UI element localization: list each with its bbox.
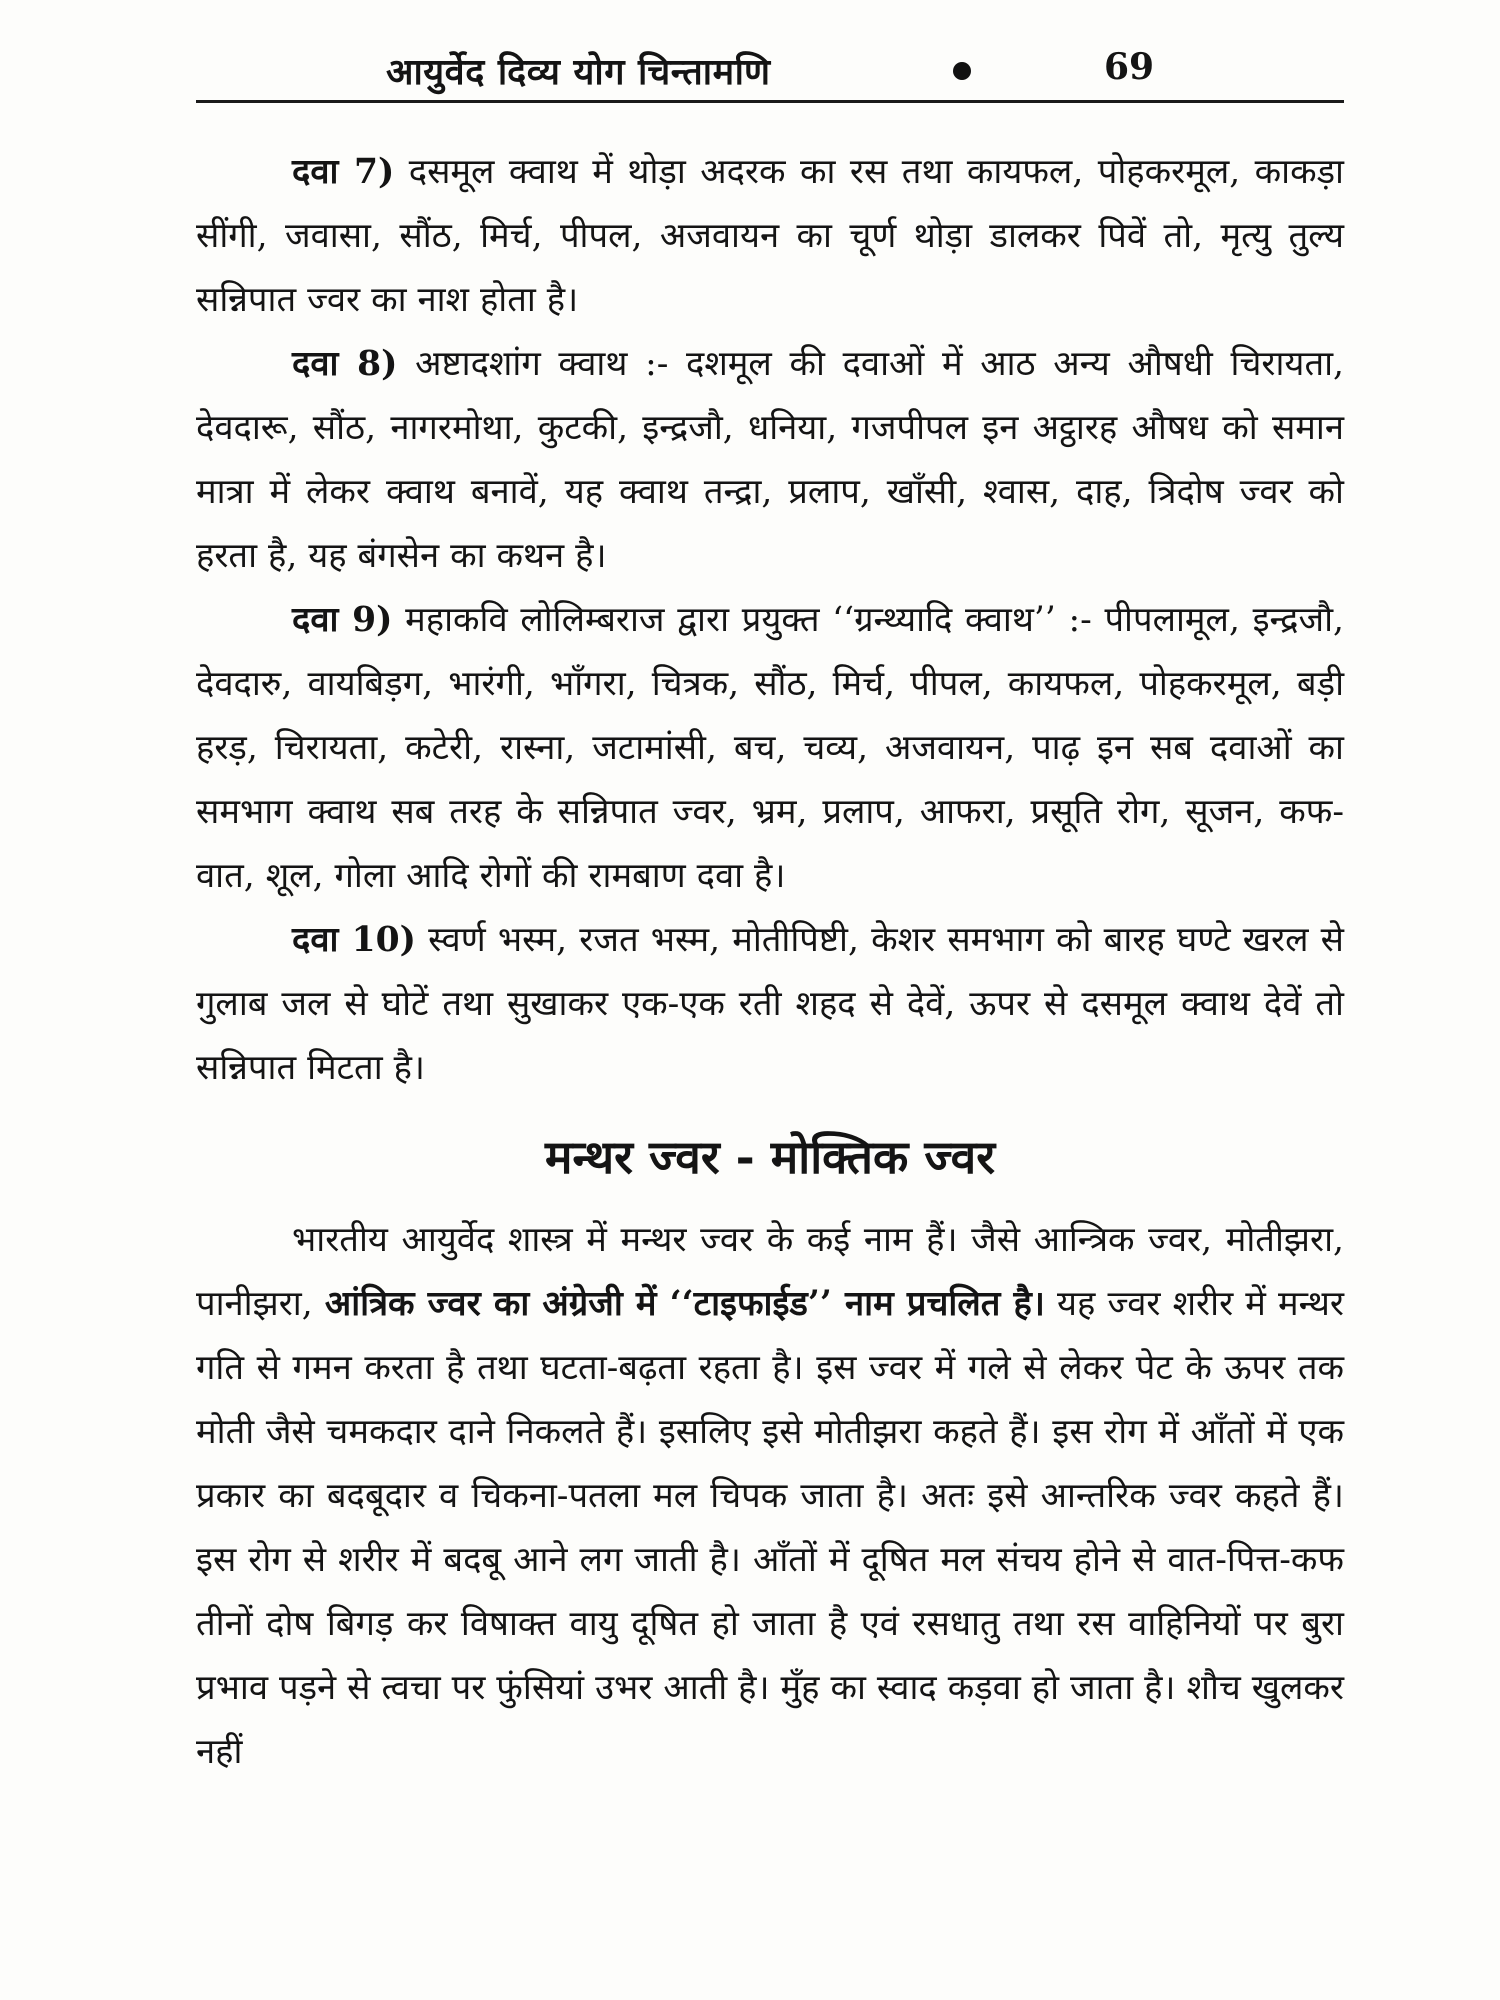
book-title: आयुर्वेद दिव्य योग चिन्तामणि <box>386 51 771 93</box>
remedy-paragraph-9 <box>196 588 1344 908</box>
remedy-label: दवा 9) <box>292 600 393 640</box>
section-heading: मन्थर ज्वर - मोक्तिक ज्वर <box>544 1130 996 1184</box>
remedy-paragraph-8 <box>196 332 1344 588</box>
remedy-label: दवा 7) <box>292 152 395 192</box>
remedy-text: अष्टादशांग क्वाथ :- दशमूल की दवाओं में आठ अन्य औषधी चिरायता, देवदारू, सौंठ, नागरमोथा, कुटकी, इन्द्रजौ, धनिया, गजपीपल इन अट्ठारह औषध को समान मात्रा में लेकर क्वाथ बनावें, यह क्वाथ तन्द्रा, प्रलाप, खाँसी, श्वास, दाह, त्रिदोष ज्वर को हरता है, यह बंगसेन का कथन है। <box>196 344 1345 576</box>
remedy-label: दवा 10) <box>292 920 416 960</box>
remedy-text: महाकवि लोलिम्बराज द्वारा प्रयुक्त ‘‘ग्रन्थ्यादि क्वाथ’’ :- पीपलामूल, इन्द्रजौ, देवदारु, वायबिड़ग, भारंगी, भाँगरा, चित्रक, सौंठ, मिर्च, पीपल, कायफल, पोहकरमूल, बड़ी हरड़, चिरायता, कटेरी, रास्ना, जटामांसी, बच, चव्य, अजवायन, पाढ़ इन सब दवाओं का समभाग क्वाथ सब तरह के सन्निपात ज्वर, भ्रम, प्रलाप, आफरा, प्रसूति रोग, सूजन, कफ-वात, शूल, गोला आदि रोगों की रामबाण दवा है। <box>196 600 1344 896</box>
intro-bold-text: आंत्रिक ज्वर का अंग्रेजी में ‘‘टाइफाईड’’ नाम प्रचलित है। <box>324 1284 1045 1324</box>
running-header <box>196 40 1344 100</box>
page-number: 69 <box>1104 46 1155 88</box>
header-rule <box>196 100 1344 103</box>
intro-text-1: भारतीय आयुर्वेद शास्त्र में मन्थर ज्वर के कई नाम हैं। जैसे आन्त्रिक ज्वर, मोतीझरा, पानीझरा, <box>196 1220 1344 1324</box>
header-bullet-icon <box>953 62 971 80</box>
remedy-paragraph-7 <box>196 140 1344 332</box>
remedy-text: स्वर्ण भस्म, रजत भस्म, मोतीपिष्टी, केशर समभाग को बारह घण्टे खरल से गुलाब जल से घोटें तथा सुखाकर एक-एक रती शहद से देवें, ऊपर से दसमूल क्वाथ देवें तो सन्निपात मिटता है। <box>196 920 1344 1088</box>
remedy-text: दसमूल क्वाथ में थोड़ा अदरक का रस तथा कायफल, पोहकरमूल, काकड़ा सींगी, जवासा, सौंठ, मिर्च, पीपल, अजवायन का चूर्ण थोड़ा डालकर पिवें तो, मृत्यु तुल्य सन्निपात ज्वर का नाश होता है। <box>196 152 1344 320</box>
section-intro-paragraph <box>196 1208 1344 1784</box>
remedy-paragraph-10 <box>196 908 1344 1100</box>
remedy-label: दवा 8) <box>292 344 398 384</box>
page-body <box>196 140 1344 1784</box>
intro-text-2: यह ज्वर शरीर में मन्थर गति से गमन करता है तथा घटता-बढ़ता रहता है। इस ज्वर में गले से लेकर पेट के ऊपर तक मोती जैसे चमकदार दाने निकलते हैं। इसलिए इसे मोतीझरा कहते हैं। इस रोग में आँतों में एक प्रकार का बदबूदार व चिकना-पतला मल चिपक जाता है। अतः इसे आन्तरिक ज्वर कहते हैं। इस रोग से शरीर में बदबू आने लग जाती है। आँतों में दूषित मल संचय होने से वात-पित्त-कफ तीनों दोष बिगड़ कर विषाक्त वायु दूषित हो जाता है एवं रसधातु तथा रस वाहिनियों पर बुरा प्रभाव पड़ने से त्वचा पर फुंसियां उभर आती है। मुँह का स्वाद कड़वा हो जाता है। शौच खुलकर नहीं <box>196 1284 1345 1772</box>
